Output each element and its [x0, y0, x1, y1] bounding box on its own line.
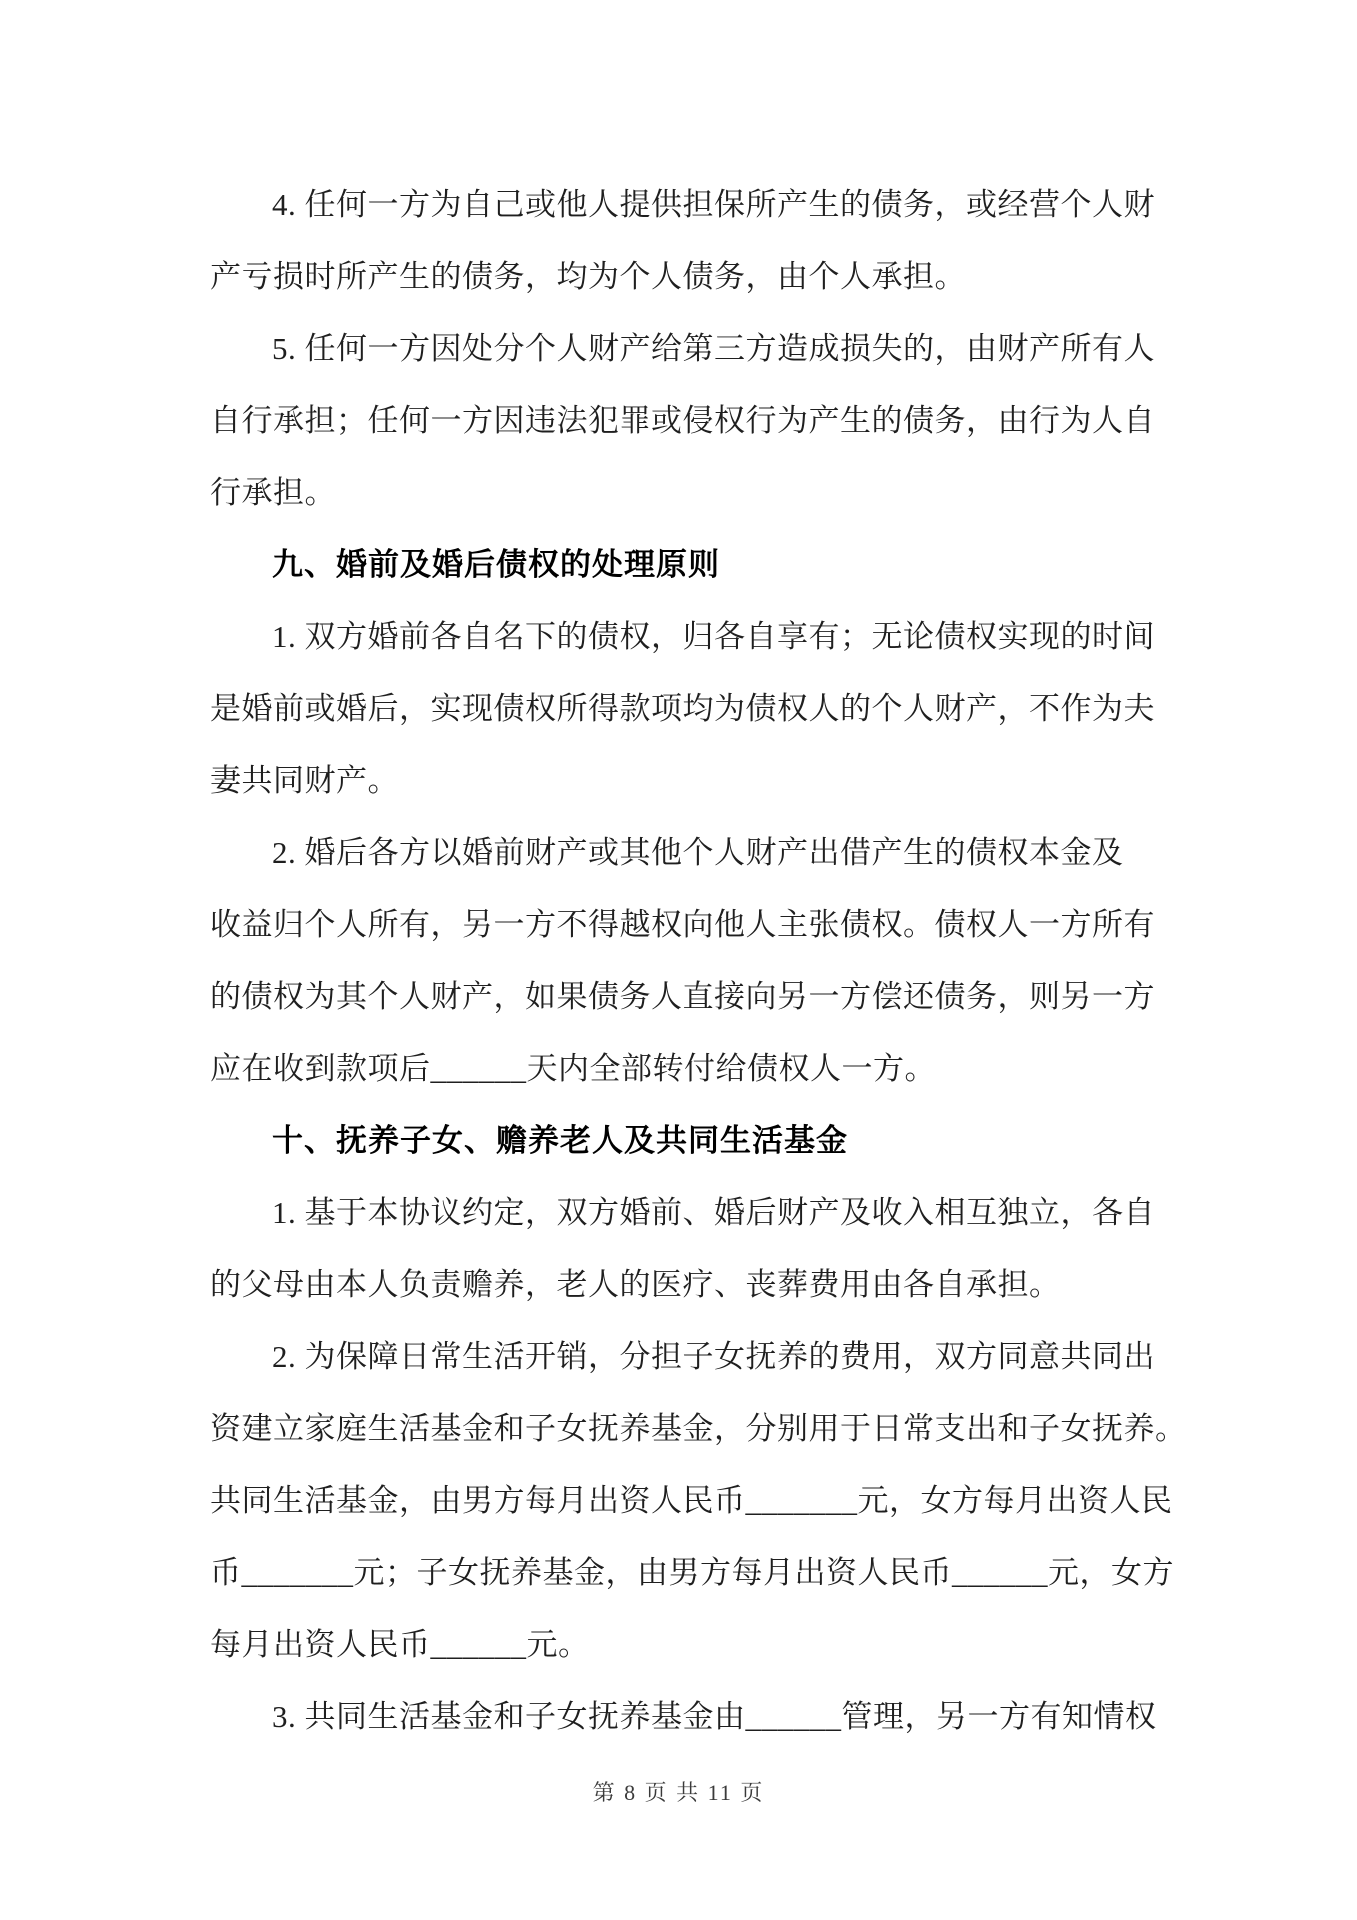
clause-line: 的父母由本人负责赡养，老人的医疗、丧葬费用由各自承担。 [210, 1267, 1061, 1302]
clause-line: 1. 双方婚前各自名下的债权，归各自享有；无论债权实现的时间 [272, 619, 1155, 654]
clause-line: 是婚前或婚后，实现债权所得款项均为债权人的个人财产，不作为夫 [210, 691, 1155, 726]
clause-line-with-blank: 币_______元；子女抚养基金，由男方每月出资人民币______元，女方 [210, 1555, 1174, 1590]
clause-line: 自行承担；任何一方因违法犯罪或侵权行为产生的债务，由行为人自 [210, 403, 1155, 438]
clause-line: 4. 任何一方为自己或他人提供担保所产生的债务，或经营个人财 [272, 187, 1155, 222]
clause-line: 产亏损时所产生的债务，均为个人债务，由个人承担。 [210, 259, 966, 294]
clause-line: 收益归个人所有，另一方不得越权向他人主张债权。债权人一方所有 [210, 907, 1155, 942]
clause-line: 资建立家庭生活基金和子女抚养基金，分别用于日常支出和子女抚养。 [210, 1411, 1187, 1446]
clause-line-with-blank: 共同生活基金，由男方每月出资人民币_______元，女方每月出资人民 [210, 1483, 1173, 1518]
clause-line: 的债权为其个人财产，如果债务人直接向另一方偿还债务，则另一方 [210, 979, 1155, 1014]
clause-line-with-blank: 3. 共同生活基金和子女抚养基金由______管理，另一方有知情权 [272, 1699, 1157, 1734]
clause-line: 2. 婚后各方以婚前财产或其他个人财产出借产生的债权本金及 [272, 835, 1124, 870]
clause-line-with-blank: 应在收到款项后______天内全部转付给债权人一方。 [210, 1051, 936, 1086]
document-text-column [210, 169, 1187, 1753]
page-number: 第 8 页 共 11 页 [592, 1780, 765, 1805]
clause-line: 行承担。 [210, 475, 336, 510]
clause-line: 1. 基于本协议约定，双方婚前、婚后财产及收入相互独立，各自 [272, 1195, 1155, 1230]
clause-line-with-blank: 每月出资人民币______元。 [210, 1627, 590, 1662]
clause-line: 5. 任何一方因处分个人财产给第三方造成损失的，由财产所有人 [272, 331, 1155, 366]
section-heading-9: 九、婚前及婚后债权的处理原则 [272, 547, 720, 582]
section-heading-10: 十、抚养子女、赡养老人及共同生活基金 [272, 1123, 848, 1158]
clause-line: 2. 为保障日常生活开销，分担子女抚养的费用，双方同意共同出 [272, 1339, 1155, 1374]
clause-line: 妻共同财产。 [210, 763, 399, 798]
